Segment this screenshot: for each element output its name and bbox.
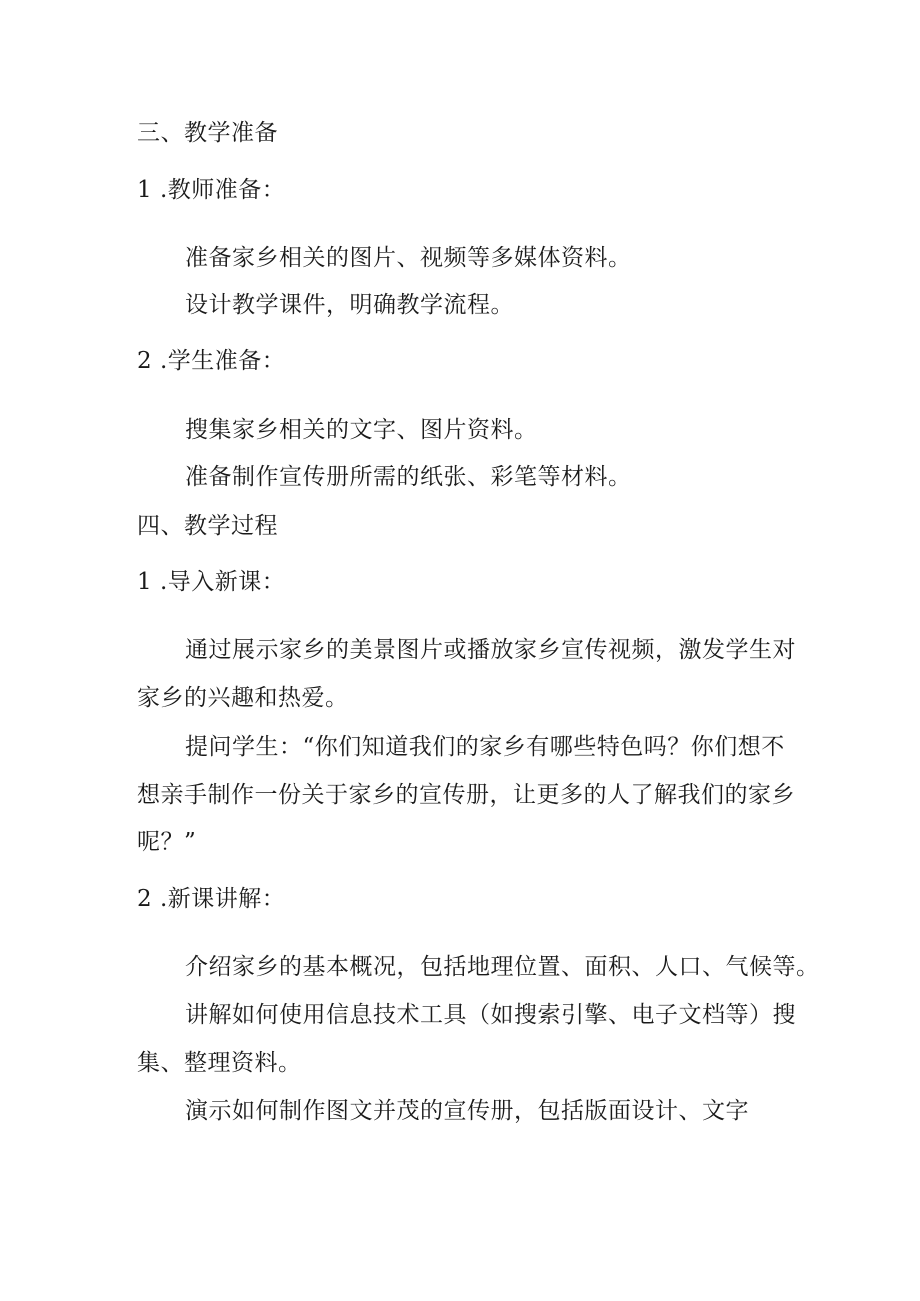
- intro-paragraph-2-line-2: 想亲手制作一份关于家乡的宣传册，让更多的人了解我们的家乡: [137, 782, 795, 808]
- subheading-introduction: 1 .导入新课：: [137, 569, 286, 595]
- student-prep-item-1: 搜集家乡相关的文字、图片资料。: [185, 417, 538, 443]
- teacher-prep-item-2: 设计教学课件，明确教学流程。: [185, 292, 514, 318]
- intro-paragraph-2-line-1: 提问学生：“你们知道我们的家乡有哪些特色吗？你们想不: [185, 734, 785, 760]
- section-title-process: 四、教学过程: [137, 513, 278, 539]
- lecture-paragraph-3: 演示如何制作图文并茂的宣传册，包括版面设计、文字: [185, 1098, 749, 1124]
- lecture-paragraph-1: 介绍家乡的基本概况，包括地理位置、面积、人口、气候等。: [185, 954, 820, 980]
- student-prep-item-2: 准备制作宣传册所需的纸张、彩笔等材料。: [185, 464, 632, 490]
- subheading-new-lesson: 2 .新课讲解：: [137, 886, 286, 912]
- intro-paragraph-1-line-2: 家乡的兴趣和热爱。: [137, 685, 349, 711]
- teacher-prep-item-1: 准备家乡相关的图片、视频等多媒体资料。: [185, 245, 632, 271]
- section-title-preparation: 三、教学准备: [137, 120, 278, 146]
- lecture-paragraph-2-line-2: 集、整理资料。: [137, 1050, 302, 1076]
- lecture-paragraph-2-line-1: 讲解如何使用信息技术工具（如搜索引擎、电子文档等）搜: [185, 1002, 796, 1028]
- subheading-teacher-prep: 1 .教师准备：: [137, 177, 286, 203]
- intro-paragraph-2-line-3: 呢？”: [137, 829, 197, 855]
- intro-paragraph-1-line-1: 通过展示家乡的美景图片或播放家乡宣传视频，激发学生对: [185, 637, 796, 663]
- subheading-student-prep: 2 .学生准备：: [137, 348, 286, 374]
